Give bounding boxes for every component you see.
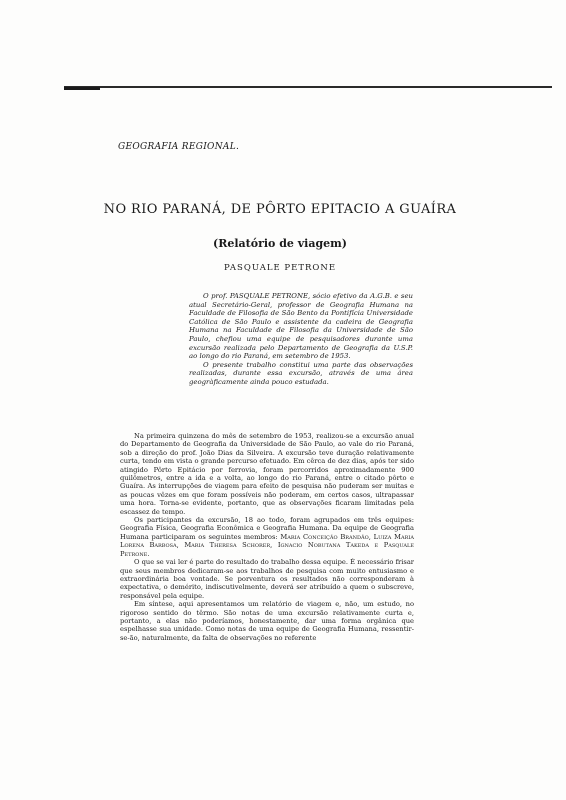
article-title: NO RIO PARANÁ, DE PÔRTO EPITACIO A GUAÍRA [103, 202, 457, 217]
body-paragraph: Na primeira quinzena do mês de setembro de 1953, realizou-se a excursão anual do Departamento de Geografia da Universidade de São Paulo, ao vale do rio Paraná, sob a direção do prof. João Dias da Silveira. A excursão teve duração relativamente curta, tendo em vista o grande percurso efetuado. Em cêrca de dez dias, após ter sido atingido Pôrto Epitácio por ferrovia, foram percorridos aproximadamente 900 quilômetros, entre a ida e a volta, ao longo do rio Paraná, entre o citado pôrto e Guaíra. As interrupções de viagem para efeito de pesquisa não puderam ser muitas e as poucas vêzes em que foram possíveis não poderam, em certos casos, ultrapassar uma hora. Torna-se evidente, portanto, que as observações ficaram limitadas pela escassez de tempo. [120, 432, 414, 516]
team-member-names: Maria Conceição Brandão, Luiza Maria Lorena Barbosa, Maria Theresa Schorer, Ignacio Nobutana Takeda e Pasquale Petrone. [120, 532, 414, 558]
section-label: GEOGRAFIA REGIONAL. [118, 142, 240, 152]
author-note-paragraph: O presente trabalho constitui uma parte das observações realizadas, durante essa excursão, através de uma área geogràficamente ainda pouco estudada. [189, 360, 413, 386]
author-note-paragraph: O prof. PASQUALE PETRONE, sócio efetivo da A.G.B. e seu atual Secretário-Geral, professor de Geografia Humana na Faculdade de Filosofia de São Bento da Pontifícia Universidade Católica de São Paulo e assistente da cadeira de Geografia Humana na Faculdade de Filosofia da Universidade de São Paulo, chefiou uma equipe de pesquisadores durante uma excursão realizada pelo Departamento de Geografia da U.S.P. ao longo do rio Paraná, em setembro de 1953. [189, 292, 413, 361]
header-rule [64, 86, 552, 88]
body-paragraph: Em síntese, aqui apresentamos um relatório de viagem e, não, um estudo, no rigoroso sentido do têrmo. São notas de uma excursão relativamente curta e, portanto, a elas não poderíamos, honestamente, dar uma forma orgânica que espelhasse sua unidade. Como notas de uma equipe de Geografia Humana, ressentir-se-ão, naturalmente, da falta de observações no referente [120, 600, 414, 642]
body-paragraph [120, 516, 414, 558]
article-author: PASQUALE PETRONE [223, 263, 337, 273]
article-body [120, 432, 414, 642]
body-paragraph: O que se vai ler é parte do resultado do trabalho dessa equipe. É necessário frisar que seus membros dedicaram-se aos trabalhos de pesquisa com muito entusiasmo e extraordinária boa vontade. Se porventura os resultados não corresponderam à expectativa, o demérito, indiscutivelmente, deverá ser atribuído a quem o subscreve, responsável pela equipe. [120, 558, 414, 600]
article-subtitle: (Relatório de viagem) [213, 237, 347, 250]
body-text: Os participantes da excursão, 18 ao todo, foram agrupados em três equipes: Geografia Física, Geografia Econômica e Geografia Humana. Da equipe de Geografia Humana participaram os seguintes membros: [120, 516, 414, 541]
author-note [189, 292, 413, 387]
